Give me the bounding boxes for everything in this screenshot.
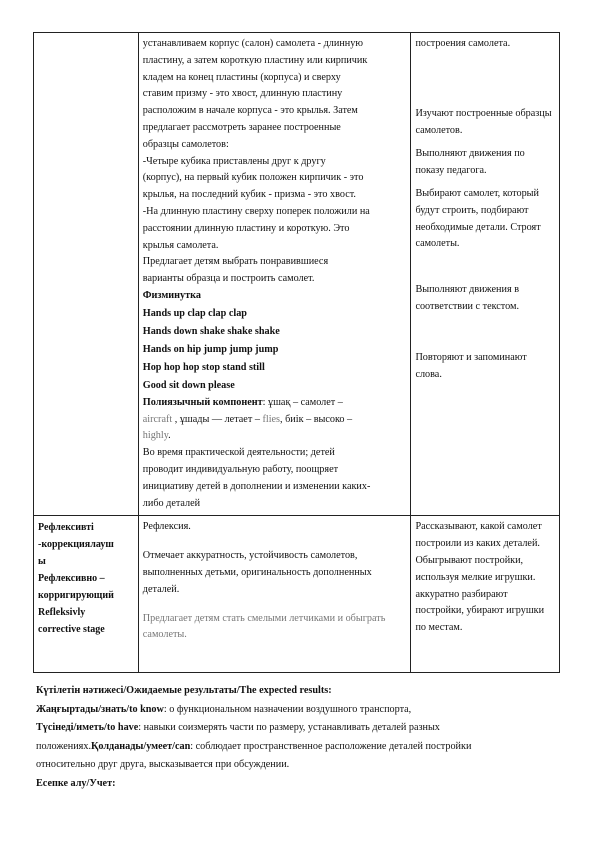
children-block-2: Изучают построенные образцы самолетов. <box>415 108 552 136</box>
children-block-1: построения самолета. <box>415 38 511 49</box>
children-block-5: Выполняют движения в соответствии с текстом. <box>415 284 520 312</box>
activity-line-1: пластину, а затем короткую пластину или кирпичик <box>142 54 368 66</box>
rhyme-line-2: Hands on hip jump jump jump <box>142 343 279 355</box>
activity-line-11: расстоянии длинную пластину и короткую. Это <box>142 222 350 234</box>
rhyme-lines <box>143 305 407 395</box>
polylingual-component <box>143 395 407 412</box>
lesson-plan-table <box>33 32 560 673</box>
reflexive-teacher-cell <box>138 516 411 673</box>
stage-title <box>38 519 134 638</box>
reflexion-notes: Отмечает аккуратность, устойчивость самолетов, выполненных детьми, оригинальность дополненных деталей. <box>142 550 372 595</box>
know-line <box>36 701 556 720</box>
activity-line-14: варианты образца и построить самолет. <box>142 273 315 285</box>
activity-line-7: -Четыре кубика приставлены друг к другу <box>142 155 326 167</box>
children-block-6: Повторяют и запоминают слова. <box>415 352 527 380</box>
polylingual-end: . <box>168 430 171 442</box>
children-activity-cell <box>411 33 560 516</box>
polylingual-label: Полиязычный компонент <box>142 396 263 408</box>
polylingual-component-2 <box>143 412 407 429</box>
have-line-2 <box>36 738 556 757</box>
activity-line-6: образцы самолетов: <box>142 138 229 150</box>
activity-line-10: -На длинную пластину сверху поперек положили на <box>142 205 370 217</box>
practice-line-1: проводит индивидуальную работу, поощряет <box>142 463 339 475</box>
table-row-main-activity <box>34 33 560 516</box>
polylingual-text-3: , биік – высоко – <box>280 413 353 425</box>
reflexion-suggestion: Предлагает детям стать смелыми летчиками и обыграть самолеты. <box>142 612 386 641</box>
stage-line-6: corrective stage <box>38 624 105 636</box>
stage-line-5: Refleksivly <box>38 607 86 619</box>
practice-line-3: либо деталей <box>142 497 201 509</box>
reflexion-children: Рассказывают, какой самолет построили из каких деталей. Обыгрывают постройки, используя мелкие игрушки. аккуратно разбирают постройки, убирают игрушки по местам. <box>415 521 545 634</box>
rhyme-line-4: Good sit down please <box>142 379 235 391</box>
practice-text-lines <box>143 445 407 512</box>
can-label: Қолданады/умеет/can <box>91 740 191 752</box>
table-row-reflexive <box>34 516 560 673</box>
stage-cell-reflexive <box>34 516 139 673</box>
activity-line-8: (корпус), на первый кубик положен кирпичик - это <box>142 172 364 184</box>
practice-line-2: инициативу детей в дополнении и изменении каких- <box>142 480 371 492</box>
have-line <box>36 719 556 738</box>
know-text: : о функциональном назначении воздушного транспорта, <box>163 703 412 715</box>
have-label: Түсінеді/иметь/to have <box>36 722 139 733</box>
rhyme-line-0: Hands up clap clap clap <box>142 307 247 319</box>
word-highly: highly <box>142 430 169 442</box>
teacher-activity-cell <box>138 33 411 516</box>
activity-line-12: крылья самолета. <box>142 239 219 251</box>
stage-cell-empty <box>34 33 139 516</box>
activity-line-4: расположим в начале корпуса - это крылья. Затем <box>142 105 358 117</box>
can-text: : соблюдает пространственное расположение деталей постройки <box>190 740 472 752</box>
rhyme-line-1: Hands down shake shake shake <box>142 325 280 337</box>
practice-line-0: Во время практической деятельности; детей <box>142 447 335 459</box>
polylingual-text-2: , ұшады — летает – <box>172 413 263 425</box>
word-flies: flies <box>262 413 281 425</box>
polylingual-text-1: : ұшақ – самолет – <box>262 396 343 408</box>
stage-line-0: Рефлексивті <box>38 522 94 534</box>
polylingual-component-3 <box>143 428 407 445</box>
activity-line-3: ставим призму - это хвост, длинную пластину <box>142 88 343 100</box>
activity-text-lines <box>143 36 407 288</box>
activity-line-5: предлагает рассмотреть заранее построенные <box>142 121 341 133</box>
reflexion-heading: Рефлексия. <box>142 521 191 533</box>
fizminutka-title: Физминутка <box>142 289 201 301</box>
activity-line-13: Предлагает детям выбрать понравившиеся <box>142 256 329 268</box>
word-aircraft: aircraft <box>142 413 173 425</box>
have-text-2: положениях. <box>36 740 91 752</box>
activity-line-0: устанавливаем корпус (салон) самолета - длинную <box>142 38 363 49</box>
children-block-3: Выполняют движения по показу педагога. <box>415 148 525 176</box>
children-block-4: Выбирают самолет, который будут строить, подбирают необходимые детали. Строят самолеты. <box>415 188 541 250</box>
have-text: : навыки соизмерять части по размеру, устанавливать деталей разных <box>138 722 440 733</box>
account-label: Есепке алу/Учет: <box>36 777 116 789</box>
stage-line-3: Рефлексивно – <box>38 573 105 585</box>
can-line-2: относительно друг друга, высказывается при обсуждении. <box>36 759 290 770</box>
activity-line-2: кладем на конец пластины (корпуса) и сверху <box>142 71 341 83</box>
know-label: Жаңғыртады/знать/to know <box>36 703 164 715</box>
rhyme-line-3: Hop hop hop stop stand still <box>142 361 265 373</box>
expected-results-title: Күтілетін нәтижесі/Ожидаемые результаты/The expected results: <box>36 685 332 696</box>
stage-line-1: -коррекциялауш <box>38 539 114 551</box>
stage-line-4: корригирующий <box>38 590 114 602</box>
stage-line-2: ы <box>38 556 46 568</box>
activity-line-9: крылья, на последний кубик - призма - это хвост. <box>142 189 356 201</box>
reflexive-children-cell <box>411 516 560 673</box>
expected-results <box>36 682 556 793</box>
